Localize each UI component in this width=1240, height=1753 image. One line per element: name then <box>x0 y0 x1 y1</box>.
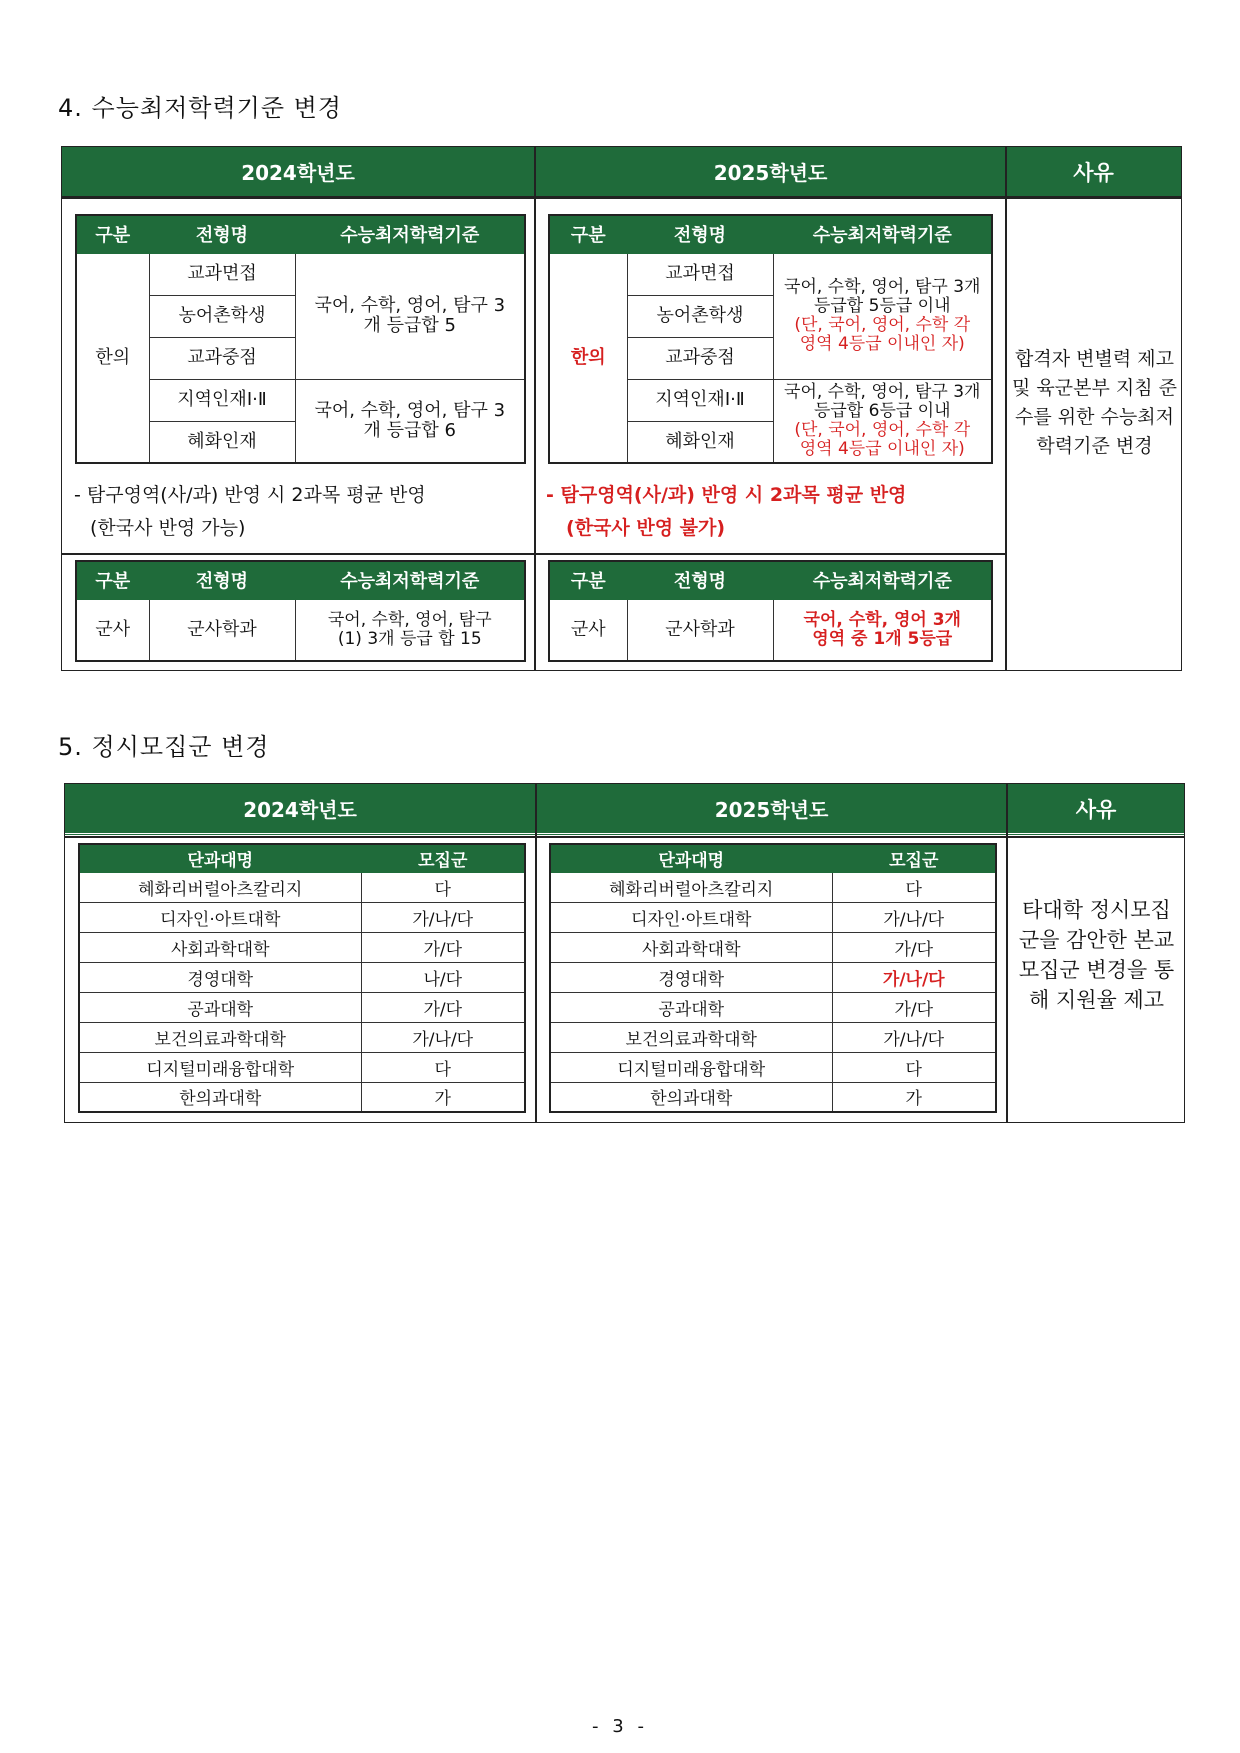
hanui-2024-criteria-b: 국어, 수학, 영어, 탐구 3개 등급합 6 <box>295 379 525 463</box>
section5-divider-1 <box>535 784 537 1122</box>
group-cell: 가/다 <box>361 992 525 1022</box>
gunsa-2025-th-type: 구분 <box>549 561 627 599</box>
gunsa-2024-program: 군사학과 <box>149 599 295 661</box>
group-cell: 가/나/다 <box>832 1022 996 1052</box>
gunsa-2025-th-criteria: 수능최저학력기준 <box>773 561 992 599</box>
page-number: - 3 - <box>592 1716 648 1737</box>
hanui-2024-program-1: 교과면접 <box>149 253 295 295</box>
hanui-2025-criteria-a-condition: (단, 국어, 영어, 수학 각 영역 4등급 이내인 자) <box>794 315 971 354</box>
section5-divider-2 <box>1006 784 1008 1122</box>
group-cell: 가/나/다 <box>361 1022 525 1052</box>
college-cell: 디지털미래융합대학 <box>79 1052 361 1082</box>
gunsa-2024-type: 군사 <box>76 599 149 661</box>
college-cell: 사회과학대학 <box>550 932 832 962</box>
hanui-2025-program-3: 교과중점 <box>627 337 773 379</box>
college-cell: 보건의료과학대학 <box>79 1022 361 1052</box>
group-cell: 가/다 <box>832 932 996 962</box>
group-cell: 다 <box>361 1052 525 1082</box>
group-cell: 가/나/다 <box>832 902 996 932</box>
section5-header-2024: 2024학년도 <box>243 798 357 822</box>
table-row <box>550 962 996 992</box>
hanui-2025-criteria-b-main: 국어, 수학, 영어, 탐구 3개 등급합 6등급 이내 <box>784 381 981 421</box>
s5-2025-th-college: 단과대명 <box>550 844 832 872</box>
group-cell-changed: 가/나/다 <box>832 962 996 992</box>
table-row <box>550 1052 996 1082</box>
hanui-2025-program-4: 지역인재Ⅰ·Ⅱ <box>627 379 773 421</box>
table-row <box>79 992 525 1022</box>
hanui-2024-th-program: 전형명 <box>149 215 295 253</box>
table-row <box>550 1022 996 1052</box>
table-row <box>550 932 996 962</box>
group-cell: 다 <box>361 872 525 902</box>
s5-2025-th-group: 모집군 <box>832 844 996 872</box>
section5-reason: 타대학 정시모집군을 감안한 본교 모집군 변경을 통해 지원율 제고 <box>1018 898 1175 1012</box>
gunsa-2024-th-type: 구분 <box>76 561 149 599</box>
gunsa-2025-program: 군사학과 <box>627 599 773 661</box>
section4-header-reason: 사유 <box>1073 161 1114 185</box>
college-cell: 보건의료과학대학 <box>550 1022 832 1052</box>
table-row <box>550 992 996 1022</box>
college-cell: 공과대학 <box>550 992 832 1022</box>
group-cell: 가 <box>832 1082 996 1112</box>
hanui-2024-type: 한의 <box>76 253 149 463</box>
group-cell: 가 <box>361 1082 525 1112</box>
section4-row-divider <box>62 553 1005 555</box>
hanui-2025-table <box>548 214 993 464</box>
table-row <box>550 902 996 932</box>
group-cell: 나/다 <box>361 962 525 992</box>
hanui-2025-program-5: 혜화인재 <box>627 421 773 463</box>
hanui-2025-criteria-a <box>773 253 992 379</box>
group-cell: 가/나/다 <box>361 902 525 932</box>
hanui-2024-th-type: 구분 <box>76 215 149 253</box>
section5-header-2025: 2025학년도 <box>714 798 829 822</box>
college-cell: 디자인·아트대학 <box>79 902 361 932</box>
table-row <box>79 1082 525 1112</box>
hanui-2024-program-3: 교과중점 <box>149 337 295 379</box>
hanui-2025-type: 한의 <box>549 253 627 463</box>
hanui-2025-th-type: 구분 <box>549 215 627 253</box>
hanui-2025-note-2: (한국사 반영 불가) <box>566 517 726 539</box>
hanui-2025-criteria-b <box>773 379 992 463</box>
gunsa-2025-table <box>548 560 993 662</box>
gunsa-2025-type: 군사 <box>549 599 627 661</box>
group-cell: 가/다 <box>361 932 525 962</box>
table-row <box>79 902 525 932</box>
s5-2024-th-college: 단과대명 <box>79 844 361 872</box>
gunsa-2024-criteria: 국어, 수학, 영어, 탐구(1) 3개 등급 합 15 <box>295 599 525 661</box>
section4-header-2025: 2025학년도 <box>713 161 828 185</box>
hanui-2025-criteria-a-main: 국어, 수학, 영어, 탐구 3개 등급합 5등급 이내 <box>784 277 981 316</box>
section5-table-2024 <box>78 843 526 1113</box>
hanui-2024-th-criteria: 수능최저학력기준 <box>295 215 525 253</box>
hanui-2024-program-4: 지역인재Ⅰ·Ⅱ <box>149 379 295 421</box>
group-cell: 다 <box>832 1052 996 1082</box>
section4-divider-2 <box>1005 147 1007 670</box>
hanui-2025-program-2: 농어촌학생 <box>627 295 773 337</box>
section4-title: 4. 수능최저학력기준 변경 <box>58 94 342 122</box>
college-cell: 혜화리버럴아츠칼리지 <box>550 872 832 902</box>
gunsa-2025-criteria: 국어, 수학, 영어 3개 영역 중 1개 5등급 <box>773 599 992 661</box>
hanui-2024-note-2: (한국사 반영 가능) <box>90 517 246 539</box>
section5-title: 5. 정시모집군 변경 <box>58 733 270 761</box>
college-cell: 사회과학대학 <box>79 932 361 962</box>
hanui-2024-program-2: 농어촌학생 <box>149 295 295 337</box>
s5-2024-th-group: 모집군 <box>361 844 525 872</box>
section5-table-2025 <box>549 843 997 1113</box>
hanui-2025-th-criteria: 수능최저학력기준 <box>773 215 992 253</box>
gunsa-2024-table <box>75 560 526 662</box>
college-cell: 경영대학 <box>550 962 832 992</box>
hanui-2024-program-5: 혜화인재 <box>149 421 295 463</box>
hanui-2025-note-1: - 탐구영역(사/과) 반영 시 2과목 평균 반영 <box>546 484 907 506</box>
college-cell: 한의과대학 <box>79 1082 361 1112</box>
table-row <box>79 1052 525 1082</box>
table-row <box>550 1082 996 1112</box>
college-cell: 디지털미래융합대학 <box>550 1052 832 1082</box>
hanui-2025-program-1: 교과면접 <box>627 253 773 295</box>
gunsa-2024-th-program: 전형명 <box>149 561 295 599</box>
gunsa-2024-th-criteria: 수능최저학력기준 <box>295 561 525 599</box>
table-row <box>79 962 525 992</box>
hanui-2024-table <box>75 214 526 464</box>
group-cell: 다 <box>832 872 996 902</box>
section4-reason: 합격자 변별력 제고 및 육군본부 지침 준수를 위한 수능최저학력기준 변경 <box>1012 348 1177 457</box>
section4-divider-1 <box>534 147 536 670</box>
group-cell: 가/다 <box>832 992 996 1022</box>
table-row <box>79 872 525 902</box>
table-row <box>79 932 525 962</box>
college-cell: 경영대학 <box>79 962 361 992</box>
section5-header-reason: 사유 <box>1075 798 1117 822</box>
college-cell: 혜화리버럴아츠칼리지 <box>79 872 361 902</box>
gunsa-2025-th-program: 전형명 <box>627 561 773 599</box>
college-cell: 공과대학 <box>79 992 361 1022</box>
hanui-2024-note-1: - 탐구영역(사/과) 반영 시 2과목 평균 반영 <box>74 484 426 506</box>
college-cell: 디자인·아트대학 <box>550 902 832 932</box>
hanui-2025-th-program: 전형명 <box>627 215 773 253</box>
hanui-2025-criteria-b-condition: (단, 국어, 영어, 수학 각 영역 4등급 이내인 자) <box>794 419 971 459</box>
table-row <box>79 1022 525 1052</box>
table-row <box>550 872 996 902</box>
section4-header-2024: 2024학년도 <box>241 161 355 185</box>
college-cell: 한의과대학 <box>550 1082 832 1112</box>
hanui-2024-criteria-a: 국어, 수학, 영어, 탐구 3개 등급합 5 <box>295 253 525 379</box>
